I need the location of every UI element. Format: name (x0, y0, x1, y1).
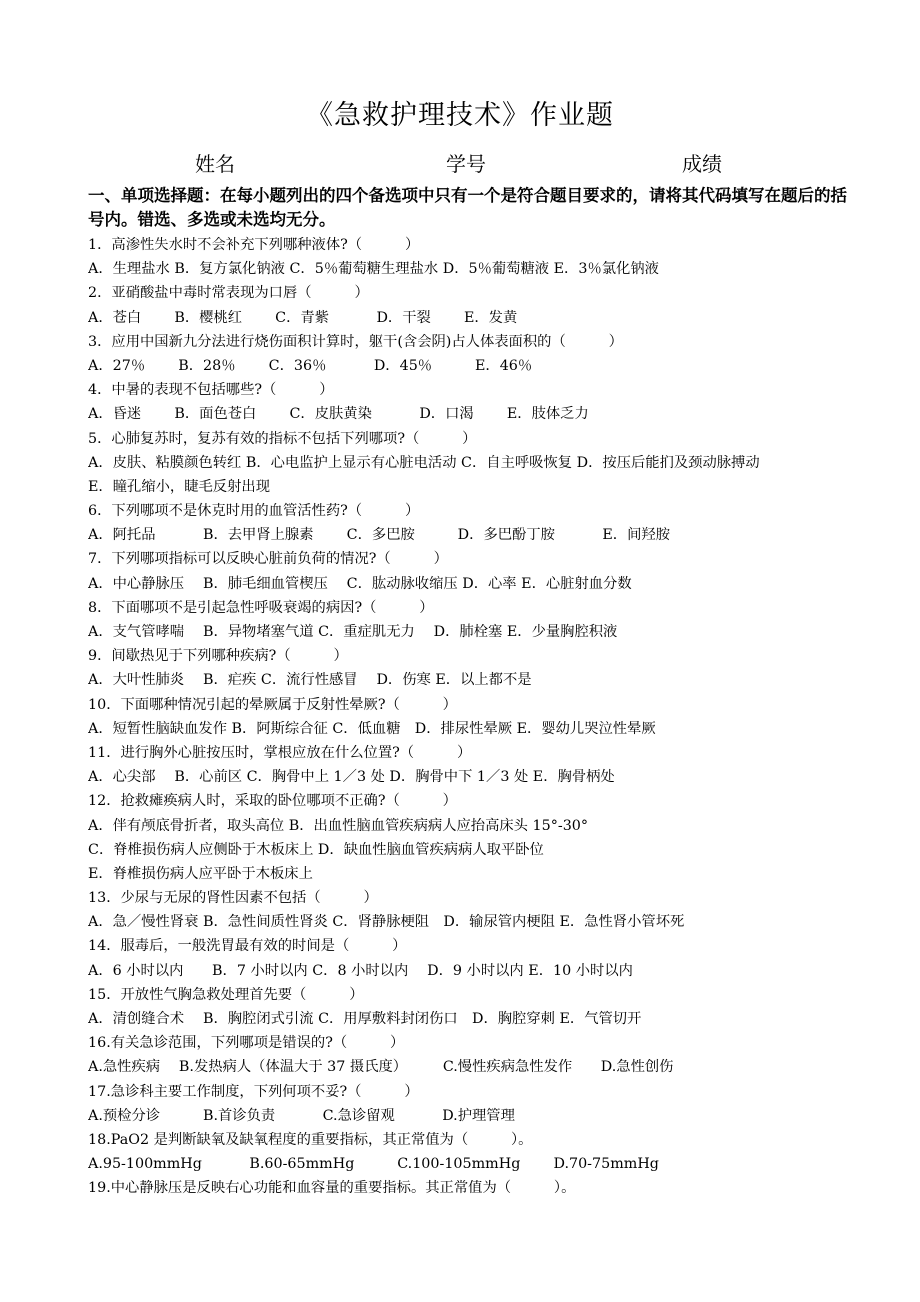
answer-options-line: A．昏迷 B．面色苍白 C．皮肤黄染 D．口渴 E．肢体乏力 (88, 406, 589, 423)
question-line: 10．下面哪种情况引起的晕厥属于反射性晕厥?（ ） (88, 696, 457, 713)
question-line: 11．进行胸外心脏按压时，掌根应放在什么位置?（ ） (88, 744, 472, 761)
answer-options-line: A．皮肤、粘膜颜色转红 B．心电监护上显示有心脏电活动 C．自主呼吸恢复 D．按压后能扪及颈动脉搏动 (88, 454, 760, 471)
answer-options-line: A．大叶性肺炎 B．疟疾 C．流行性感冒 D．伤寒 E．以上都不是 (88, 672, 532, 689)
answer-options-line: A．苍白 B．樱桃红 C．青紫 D．干裂 E．发黄 (88, 309, 518, 326)
answer-options-line: A．清创缝合术 B．胸腔闭式引流 C．用厚敷料封闭伤口 D．胸腔穿刺 E．气管切开 (88, 1011, 642, 1027)
score-label: 成绩 (682, 152, 722, 176)
question-line: 13．少尿与无尿的肾性因素不包括（ ） (88, 890, 378, 907)
question-line: 16.有关急诊范围，下列哪项是错误的?（ ） (88, 1035, 405, 1052)
question-line: 7．下列哪项指标可以反映心脏前负荷的情况?（ ） (88, 551, 448, 568)
student-id-label: 学号 (446, 152, 486, 176)
answer-options-line: A．6 小时以内 B．7 小时以内 C．8 小时以内 D．9 小时以内 E．10 小时以内 (88, 962, 633, 979)
name-label: 姓名 (195, 152, 235, 176)
question-line: 18.PaO2 是判断缺氧及缺氧程度的重要指标，其正常值为（ ）。 (88, 1131, 533, 1148)
question-list (88, 233, 848, 1201)
answer-options-line: A．伴有颅底骨折者，取头高位 B．出血性脑血管疾病病人应抬高床头 15°-30° (88, 817, 589, 834)
answer-options-line: A．支气管哮喘 B．异物堵塞气道 C．重症肌无力 D．肺栓塞 E．少量胸腔积液 (88, 624, 618, 640)
question-line: 2．亚硝酸盐中毒时常表现为口唇（ ） (88, 285, 369, 302)
question-line: 12．抢救瘫痪病人时，采取的卧位哪项不正确?（ ） (88, 793, 457, 810)
question-line: 1．高渗性失水时不会补充下列哪种液体?（ ） (88, 237, 420, 253)
answer-options-line: E．瞳孔缩小，睫毛反射出现 (88, 478, 270, 495)
answer-options-line: A．心尖部 B．心前区 C．胸骨中上 1／3 处 D．胸骨中下 1／3 处 E．胸骨柄处 (88, 769, 615, 786)
answer-options-line: A．生理盐水 B．复方氯化钠液 C．5％葡萄糖生理盐水 D．5％葡萄糖液 E．3％氯化钠液 (88, 261, 659, 278)
page-title: 《急救护理技术》作业题 (306, 100, 614, 131)
question-line: 5．心肺复苏时，复苏有效的指标不包括下列哪项?（ ） (88, 430, 477, 447)
question-line: 14．服毒后，一般洗胃最有效的时间是（ ） (88, 938, 407, 955)
answer-options-line: A.95-100mmHg B.60-65mmHg C.100-105mmHg D.70-75mmHg (88, 1156, 659, 1173)
question-line: 9．间歇热见于下列哪种疾病?（ ） (88, 648, 348, 665)
question-line: 15．开放性气胸急救处理首先要（ ） (88, 986, 364, 1003)
question-line: 3．应用中国新九分法进行烧伤面积计算时，躯干(含会阴)占人体表面积的（ ） (88, 333, 623, 350)
section-heading: 一、单项选择题：在每小题列出的四个备选项中只有一个是符合题目要求的，请将其代码填写在题后的括号内。错选、多选或未选均无分。 (88, 186, 847, 229)
answer-options-line: A．中心静脉压 B．肺毛细血管楔压 C．肱动脉收缩压 D．心率 E．心脏射血分数 (88, 575, 632, 592)
student-info-line (0, 148, 920, 174)
question-line: 19.中心静脉压是反映右心功能和血容量的重要指标。其正常值为（ ）。 (88, 1180, 576, 1197)
answer-options-line: A.预检分诊 B.首诊负责 C.急诊留观 D.护理管理 (88, 1107, 515, 1124)
answer-options-line: A．阿托品 B．去甲肾上腺素 C．多巴胺 D．多巴酚丁胺 E．间羟胺 (88, 527, 670, 544)
answer-options-line: A．短暂性脑缺血发作 B．阿斯综合征 C．低血糖 D．排尿性晕厥 E．婴幼儿哭泣性晕厥 (88, 720, 656, 737)
question-line: 6．下列哪项不是休克时用的血管活性药?（ ） (88, 503, 420, 520)
answer-options-line: A.急性疾病 B.发热病人（体温大于 37 摄氏度） C.慢性疾病急性发作 D.急性创伤 (88, 1059, 674, 1076)
answer-options-line: A．急／慢性肾衰 B．急性间质性肾炎 C．肾静脉梗阻 D．输尿管内梗阻 E．急性肾小管坏死 (88, 914, 685, 931)
question-line: 17.急诊科主要工作制度，下列何项不妥?（ ） (88, 1083, 419, 1100)
question-line: 8．下面哪项不是引起急性呼吸衰竭的病因?（ ） (88, 599, 434, 616)
answer-options-line: E．脊椎损伤病人应平卧于木板床上 (88, 865, 313, 882)
answer-options-line: A．27％ B．28％ C．36％ D．45％ E．46％ (88, 357, 533, 374)
answer-options-line: C．脊椎损伤病人应侧卧于木板床上 D．缺血性脑血管疾病病人取平卧位 (88, 841, 544, 858)
question-line: 4．中暑的表现不包括哪些?（ ） (88, 382, 334, 399)
